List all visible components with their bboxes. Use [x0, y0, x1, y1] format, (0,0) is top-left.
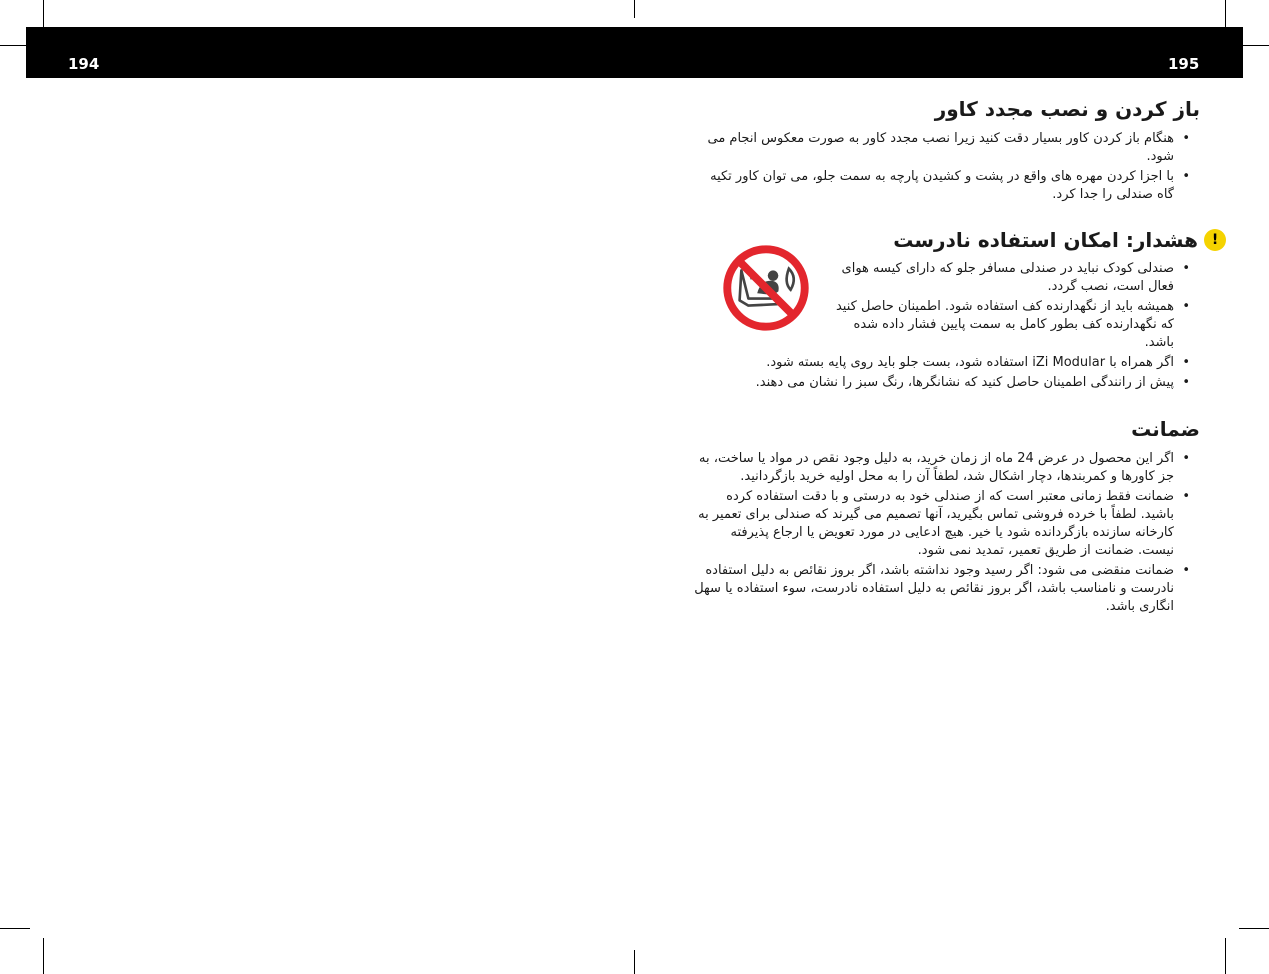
page-header-bar — [26, 27, 1243, 78]
list-item: • ضمانت فقط زمانی معتبر است که از صندلی خود به درستی و با دقت استفاده کرده باشید. لطفاً با خرده فروشی تماس بگیرید، آنها تصمیم می گیرند که صندلی برای تعمیر به کارخانه سازنده بازگردانده شود یا خیر. هیچ ادعایی در مورد تعویض یا ارجاع پذیرفته نیست. ضمانت از طریق تعمیر، تمدید نمی شود. — [690, 488, 1200, 560]
crop-mark — [1243, 45, 1269, 46]
bullet-list — [690, 450, 1200, 616]
section-title: باز کردن و نصب مجدد کاور — [934, 97, 1200, 121]
crop-mark — [0, 928, 30, 929]
warning-bullet-list-continued — [690, 354, 1200, 392]
warning-bullet-list — [820, 260, 1200, 352]
list-item: • همیشه باید از نگهدارنده کف استفاده شود. اطمینان حاصل کنید که نگهدارنده کف بطور کامل به سمت پایین فشار داده شده باشد. — [820, 298, 1200, 352]
section-warning — [690, 228, 1219, 392]
list-item: • با اجزا کردن مهره های واقع در پشت و کشیدن پارچه به سمت جلو، می توان کاور تکیه گاه صندلی را جدا کرد. — [690, 168, 1200, 204]
crop-mark — [43, 938, 44, 974]
section-title: ضمانت — [1131, 417, 1200, 441]
warning-icon: ! — [1204, 229, 1226, 251]
crop-mark — [1239, 928, 1269, 929]
list-item: • هنگام باز کردن کاور بسیار دقت کنید زیرا نصب مجدد کاور به صورت معکوس انجام می شود. — [690, 130, 1200, 166]
crop-mark — [634, 950, 635, 974]
section-guarantee — [690, 416, 1200, 616]
crop-mark — [1225, 938, 1226, 974]
list-item: • اگر همراه با iZi Modular استفاده شود، بست جلو باید روی پایه بسته شود. — [690, 354, 1200, 372]
warning-title: هشدار: امکان استفاده نادرست — [893, 228, 1198, 252]
list-item: • اگر این محصول در عرض 24 ماه از زمان خرید، به دلیل وجود نقص در مواد یا ساخت، به جز کاورها و کمربندها، دچار اشکال شد، لطفاً آن را به محل اولیه خرید بازگردانید. — [690, 450, 1200, 486]
bullet-list — [690, 130, 1200, 204]
list-item: • پیش از رانندگی اطمینان حاصل کنید که نشانگرها، رنگ سبز را نشان می دهند. — [740, 374, 1200, 392]
crop-mark — [634, 0, 635, 18]
section-cover-removal — [690, 96, 1200, 204]
page-number-left: 194 — [68, 55, 100, 73]
warning-body — [690, 260, 1200, 392]
crop-mark — [0, 45, 26, 46]
right-page-content — [690, 96, 1219, 640]
list-item: • ضمانت منقضی می شود: اگر رسید وجود نداشته باشد، اگر بروز نقائص به دلیل استفاده نادرست و نامناسب باشد، اگر بروز نقائص به دلیل استفاده نادرست، سوء استفاده یا سهل انگاری باشد. — [690, 562, 1200, 616]
list-item: • صندلی کودک نباید در صندلی مسافر جلو که دارای کیسه هوای فعال است، نصب گردد. — [820, 260, 1200, 296]
no-airbag-seat-icon — [722, 244, 810, 332]
page-number-right: 195 — [1168, 55, 1200, 73]
